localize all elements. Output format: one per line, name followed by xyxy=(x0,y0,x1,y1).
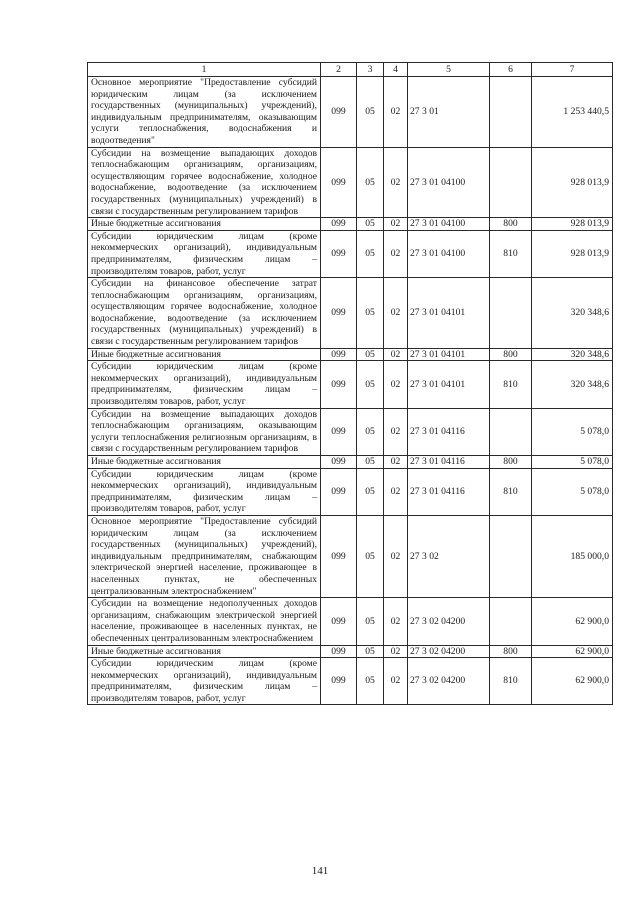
cell-c3: 05 xyxy=(357,456,384,469)
cell-c3: 05 xyxy=(357,408,384,455)
cell-c4: 02 xyxy=(384,77,408,148)
table-row xyxy=(88,230,613,277)
cell-c3: 05 xyxy=(357,77,384,148)
cell-c7: 62 900,0 xyxy=(532,598,613,645)
cell-c3: 05 xyxy=(357,218,384,231)
header-cell: 7 xyxy=(532,63,613,77)
table-row xyxy=(88,645,613,658)
cell-c5: 27 3 01 04101 xyxy=(408,361,490,408)
cell-c4: 02 xyxy=(384,456,408,469)
cell-c6 xyxy=(490,598,532,645)
cell-c6 xyxy=(490,147,532,218)
row-description: Основное мероприятие "Предоставление субсидий юридическим лицам (за исключением государственных (муниципальных) учреждений), индивидуальным предпринимателям, снабжающим электрической энергией население, проживающее в населенных пунктах, не обеспеченных централизованным электроснабжением" xyxy=(88,515,321,597)
cell-c3: 05 xyxy=(357,515,384,597)
cell-c2: 099 xyxy=(321,348,357,361)
table-row xyxy=(88,598,613,645)
cell-c5: 27 3 01 xyxy=(408,77,490,148)
cell-c6: 800 xyxy=(490,456,532,469)
row-description: Иные бюджетные ассигнования xyxy=(88,348,321,361)
cell-c3: 05 xyxy=(357,147,384,218)
table-row xyxy=(88,658,613,705)
cell-c3: 05 xyxy=(357,230,384,277)
row-description: Субсидии юридическим лицам (кроме некоммерческих организаций), индивидуальным предпринимателям, физическим лицам – производителям товаров, работ, услуг xyxy=(88,230,321,277)
cell-c5: 27 3 01 04116 xyxy=(408,408,490,455)
row-description: Иные бюджетные ассигнования xyxy=(88,645,321,658)
cell-c2: 099 xyxy=(321,645,357,658)
cell-c5: 27 3 01 04116 xyxy=(408,456,490,469)
cell-c2: 099 xyxy=(321,408,357,455)
table-row xyxy=(88,468,613,515)
table-row xyxy=(88,218,613,231)
row-description: Субсидии юридическим лицам (кроме некоммерческих организаций), индивидуальным предпринимателям, физическим лицам – производителям товаров, работ, услуг xyxy=(88,468,321,515)
row-description: Субсидии на финансовое обеспечение затрат теплоснабжающим организациям, организациям, осуществляющим горячее водоснабжение, холодное водоснабжение, водоотведение (за исключением государственных (муниципальных) учреждений) в связи с государственным регулированием тарифов xyxy=(88,278,321,349)
cell-c3: 05 xyxy=(357,645,384,658)
row-description: Иные бюджетные ассигнования xyxy=(88,456,321,469)
cell-c7: 928 013,9 xyxy=(532,218,613,231)
row-description: Субсидии на возмещение выпадающих доходов теплоснабжающим организациям, оказывающим услуги теплоснабжения религиозным организациям, в связи с государственным регулированием тарифов xyxy=(88,408,321,455)
row-description: Субсидии на возмещение выпадающих доходов теплоснабжающим организациям, организациям, осуществляющим горячее водоснабжение, холодное водоснабжение, водоотведение (за исключением государственных (муниципальных) учреждений) в связи с государственным регулированием тарифов xyxy=(88,147,321,218)
cell-c2: 099 xyxy=(321,456,357,469)
cell-c2: 099 xyxy=(321,598,357,645)
cell-c2: 099 xyxy=(321,230,357,277)
cell-c6 xyxy=(490,77,532,148)
header-cell: 2 xyxy=(321,63,357,77)
cell-c7: 928 013,9 xyxy=(532,147,613,218)
cell-c7: 5 078,0 xyxy=(532,468,613,515)
cell-c2: 099 xyxy=(321,361,357,408)
header-row xyxy=(88,63,613,77)
cell-c2: 099 xyxy=(321,147,357,218)
table-row xyxy=(88,77,613,148)
cell-c5: 27 3 02 04200 xyxy=(408,658,490,705)
cell-c4: 02 xyxy=(384,408,408,455)
cell-c6: 810 xyxy=(490,658,532,705)
cell-c5: 27 3 01 04100 xyxy=(408,147,490,218)
cell-c5: 27 3 01 04116 xyxy=(408,468,490,515)
header-cell: 3 xyxy=(357,63,384,77)
cell-c5: 27 3 01 04100 xyxy=(408,218,490,231)
cell-c5: 27 3 02 xyxy=(408,515,490,597)
cell-c4: 02 xyxy=(384,515,408,597)
cell-c7: 62 900,0 xyxy=(532,645,613,658)
row-description: Субсидии юридическим лицам (кроме некоммерческих организаций), индивидуальным предпринимателям, физическим лицам – производителям товаров, работ, услуг xyxy=(88,361,321,408)
table-row xyxy=(88,361,613,408)
cell-c6: 810 xyxy=(490,361,532,408)
cell-c4: 02 xyxy=(384,278,408,349)
cell-c4: 02 xyxy=(384,658,408,705)
cell-c7: 1 253 440,5 xyxy=(532,77,613,148)
cell-c3: 05 xyxy=(357,468,384,515)
cell-c4: 02 xyxy=(384,598,408,645)
cell-c3: 05 xyxy=(357,361,384,408)
cell-c3: 05 xyxy=(357,278,384,349)
page-number: 141 xyxy=(311,865,329,877)
cell-c4: 02 xyxy=(384,468,408,515)
cell-c4: 02 xyxy=(384,645,408,658)
cell-c3: 05 xyxy=(357,348,384,361)
cell-c6: 800 xyxy=(490,645,532,658)
cell-c4: 02 xyxy=(384,361,408,408)
cell-c4: 02 xyxy=(384,348,408,361)
cell-c7: 320 348,6 xyxy=(532,278,613,349)
cell-c6 xyxy=(490,515,532,597)
cell-c2: 099 xyxy=(321,468,357,515)
cell-c6: 800 xyxy=(490,218,532,231)
cell-c6 xyxy=(490,278,532,349)
cell-c5: 27 3 01 04101 xyxy=(408,278,490,349)
cell-c7: 928 013,9 xyxy=(532,230,613,277)
cell-c7: 5 078,0 xyxy=(532,408,613,455)
cell-c3: 05 xyxy=(357,598,384,645)
row-description: Субсидии на возмещение недополученных доходов организациям, снабжающим электрической энергией население, проживающее в населенных пунктах, не обеспеченных централизованным электроснабжением xyxy=(88,598,321,645)
cell-c7: 320 348,6 xyxy=(532,361,613,408)
cell-c4: 02 xyxy=(384,218,408,231)
cell-c4: 02 xyxy=(384,147,408,218)
cell-c5: 27 3 01 04100 xyxy=(408,230,490,277)
cell-c7: 320 348,6 xyxy=(532,348,613,361)
table-row xyxy=(88,147,613,218)
row-description: Основное мероприятие "Предоставление субсидий юридическим лицам (за исключением государственных (муниципальных) учреждений), индивидуальным предпринимателям, оказывающим услуги теплоснабжения, водоснабжения и водоотведения" xyxy=(88,77,321,148)
cell-c6: 810 xyxy=(490,468,532,515)
cell-c7: 5 078,0 xyxy=(532,456,613,469)
cell-c2: 099 xyxy=(321,278,357,349)
cell-c2: 099 xyxy=(321,77,357,148)
cell-c4: 02 xyxy=(384,230,408,277)
table-row xyxy=(88,278,613,349)
cell-c7: 185 000,0 xyxy=(532,515,613,597)
cell-c6: 810 xyxy=(490,230,532,277)
cell-c5: 27 3 02 04200 xyxy=(408,645,490,658)
table-row xyxy=(88,408,613,455)
table-row xyxy=(88,456,613,469)
cell-c2: 099 xyxy=(321,658,357,705)
cell-c5: 27 3 02 04200 xyxy=(408,598,490,645)
table-body xyxy=(88,63,613,705)
cell-c2: 099 xyxy=(321,515,357,597)
row-description: Иные бюджетные ассигнования xyxy=(88,218,321,231)
header-cell: 4 xyxy=(384,63,408,77)
cell-c7: 62 900,0 xyxy=(532,658,613,705)
row-description: Субсидии юридическим лицам (кроме некоммерческих организаций), индивидуальным предпринимателям, физическим лицам – производителям товаров, работ, услуг xyxy=(88,658,321,705)
header-cell: 5 xyxy=(408,63,490,77)
cell-c6 xyxy=(490,408,532,455)
cell-c5: 27 3 01 04101 xyxy=(408,348,490,361)
header-cell: 6 xyxy=(490,63,532,77)
table-row xyxy=(88,348,613,361)
budget-table xyxy=(87,62,613,705)
cell-c2: 099 xyxy=(321,218,357,231)
cell-c6: 800 xyxy=(490,348,532,361)
cell-c3: 05 xyxy=(357,658,384,705)
header-cell: 1 xyxy=(88,63,321,77)
table-row xyxy=(88,515,613,597)
